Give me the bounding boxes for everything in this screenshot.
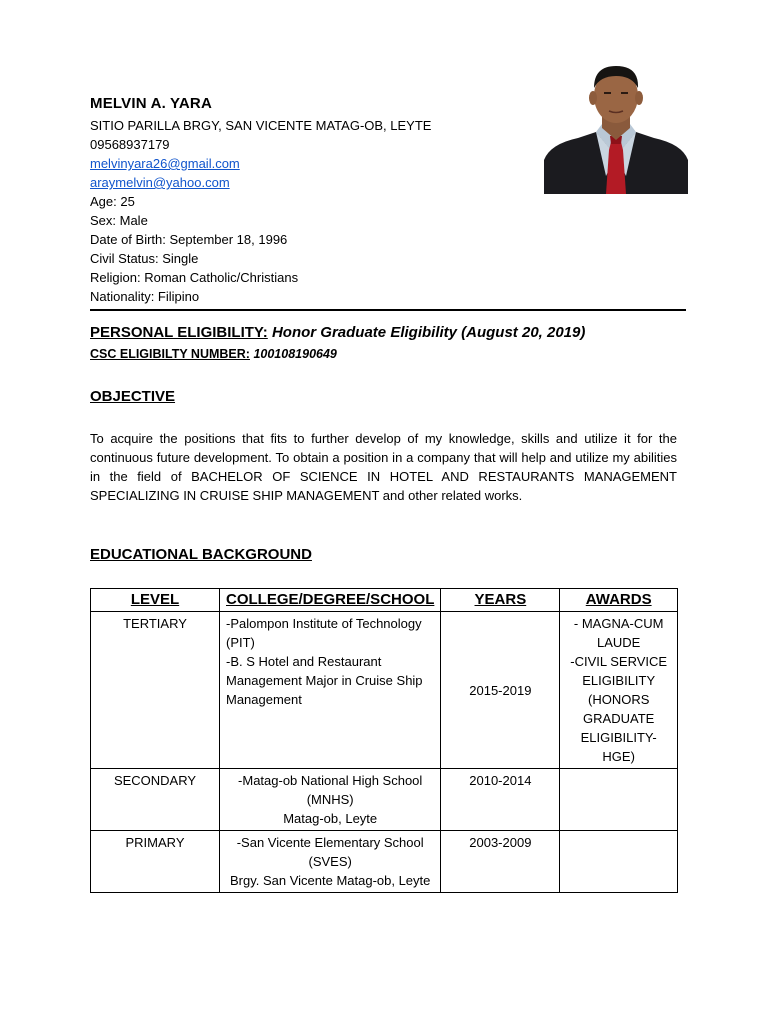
awards-cell xyxy=(560,831,678,893)
school-line: -B. S Hotel and Restaurant Management Major in Cruise Ship Management xyxy=(226,654,423,707)
column-header-school: COLLEGE/DEGREE/SCHOOL xyxy=(220,589,441,612)
school-line: -Palompon Institute of Technology (PIT) xyxy=(226,616,422,650)
table-row xyxy=(91,769,678,831)
school-line: -Matag-ob National High School (MNHS) xyxy=(238,773,423,807)
religion: Religion: Roman Catholic/Christians xyxy=(90,270,299,285)
education-heading: EDUCATIONAL BACKGROUND xyxy=(90,546,312,563)
column-header-awards: AWARDS xyxy=(560,589,678,612)
years-cell: 2003-2009 xyxy=(441,831,560,893)
awards-cell xyxy=(560,769,678,831)
csc-value: 100108190649 xyxy=(253,347,337,361)
date-of-birth: Date of Birth: September 18, 1996 xyxy=(90,232,288,247)
csc-label: CSC ELIGIBILTY NUMBER: xyxy=(90,347,250,361)
profile-photo xyxy=(544,64,688,194)
awards-cell xyxy=(560,612,678,769)
award-line: -CIVIL SERVICE ELIGIBILITY (HONORS GRADUATE ELIGIBILITY-HGE) xyxy=(570,654,668,764)
email-link-gmail[interactable]: melvinyara26@gmail.com xyxy=(90,156,240,171)
applicant-name: MELVIN A. YARA xyxy=(90,95,212,112)
civil-status: Civil Status: Single xyxy=(90,251,199,266)
address: SITIO PARILLA BRGY, SAN VICENTE MATAG-OB, LEYTE xyxy=(90,118,432,133)
csc-eligibility-number xyxy=(90,347,337,361)
sex: Sex: Male xyxy=(90,213,148,228)
level-cell: PRIMARY xyxy=(91,831,220,893)
nationality: Nationality: Filipino xyxy=(90,289,200,304)
section-divider xyxy=(90,309,686,311)
table-row xyxy=(91,831,678,893)
level-cell: SECONDARY xyxy=(91,769,220,831)
years-cell: 2015-2019 xyxy=(441,612,560,769)
education-table xyxy=(90,588,678,893)
objective-text: To acquire the positions that fits to further develop of my knowledge, skills and utilize it for the continuous future development. To obtain a position in a company that will help and utilize my abilities in the field of BACHELOR OF SCIENCE IN HOTEL AND RESTAURANTS MANAGEMENT SPECIALIZING IN CRUISE SHIP MANAGEMENT and other related works. xyxy=(90,431,677,503)
eligibility-label: PERSONAL ELIGIBILITY: xyxy=(90,324,268,341)
eligibility-value: Honor Graduate Eligibility (August 20, 2019) xyxy=(271,324,586,341)
award-line: - MAGNA-CUM LAUDE xyxy=(573,616,664,650)
personal-eligibility xyxy=(90,324,585,341)
years-cell: 2010-2014 xyxy=(441,769,560,831)
table-header-row xyxy=(91,589,678,612)
email-link-yahoo[interactable]: araymelvin@yahoo.com xyxy=(90,175,230,190)
school-cell xyxy=(220,831,441,893)
school-line: Matag-ob, Leyte xyxy=(283,811,378,826)
phone-number: 09568937179 xyxy=(90,137,170,152)
column-header-level: LEVEL xyxy=(91,589,220,612)
objective-heading: OBJECTIVE xyxy=(90,388,176,405)
table-row xyxy=(91,612,678,769)
contact-info xyxy=(90,116,431,306)
school-cell xyxy=(220,612,441,769)
portrait-illustration xyxy=(544,64,688,194)
school-line: -San Vicente Elementary School (SVES) xyxy=(236,835,424,869)
level-cell: TERTIARY xyxy=(91,612,220,769)
age: Age: 25 xyxy=(90,194,135,209)
column-header-years: YEARS xyxy=(441,589,560,612)
school-cell xyxy=(220,769,441,831)
school-line: Brgy. San Vicente Matag-ob, Leyte xyxy=(229,873,431,888)
